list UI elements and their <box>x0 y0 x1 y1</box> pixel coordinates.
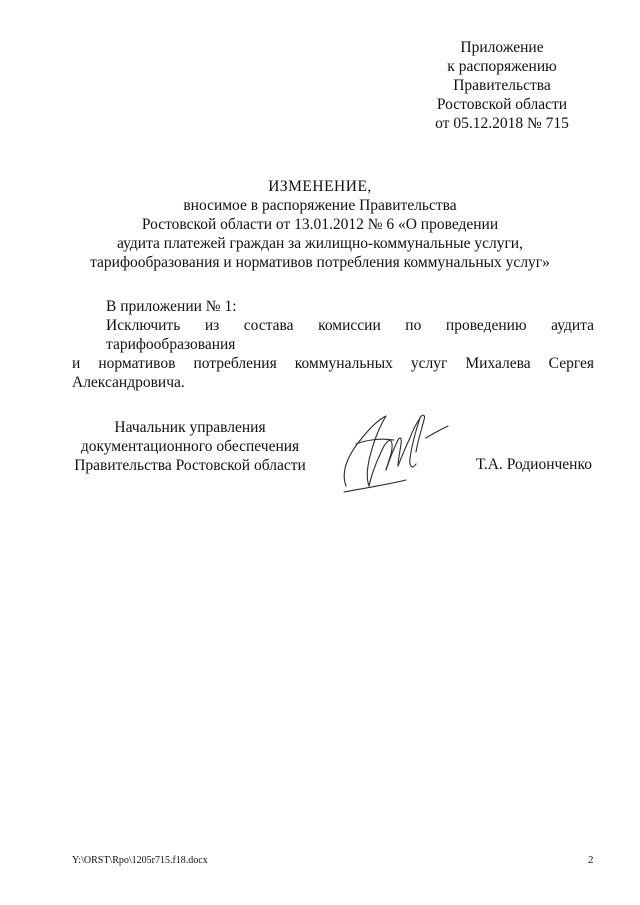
title-line: тарифообразования и нормативов потребления коммунальных услуг» <box>90 254 550 271</box>
body-line: Александровича. <box>72 374 185 391</box>
appendix-header <box>412 38 592 133</box>
title-heading: ИЗМЕНЕНИЕ, <box>268 178 372 195</box>
appendix-line: к распоряжению <box>447 58 557 75</box>
document-body <box>72 297 594 392</box>
file-path: Y:\ORST\Rpo\1205r715.f18.docx <box>72 855 208 866</box>
handwritten-signature <box>336 400 456 500</box>
title-line: Ростовской области от 13.01.2012 № 6 «О проведении <box>141 216 499 233</box>
page-number: 2 <box>588 854 594 866</box>
position-line: документационного обеспечения <box>80 438 300 455</box>
position-line: Начальник управления <box>114 419 266 436</box>
appendix-line: Правительства <box>453 77 551 94</box>
signer-name: Т.А. Родионченко <box>476 456 592 473</box>
appendix-line: Приложение <box>460 39 544 56</box>
document-title <box>60 177 580 272</box>
body-intro: В приложении № 1: <box>106 298 237 315</box>
appendix-line: Ростовской области <box>436 96 568 113</box>
title-line: вносимое в распоряжение Правительства <box>183 197 457 214</box>
title-line: аудита платежей граждан за жилищно-коммунальные услуги, <box>117 235 523 252</box>
signatory-position <box>60 418 320 475</box>
position-line: Правительства Ростовской области <box>74 457 306 474</box>
appendix-date-number: от 05.12.2018 № 715 <box>435 115 569 132</box>
body-line: Исключить из состава комиссии по проведению аудита тарифообразования <box>106 317 594 353</box>
body-line: и нормативов потребления коммунальных услуг Михалева Сергея <box>72 355 594 372</box>
